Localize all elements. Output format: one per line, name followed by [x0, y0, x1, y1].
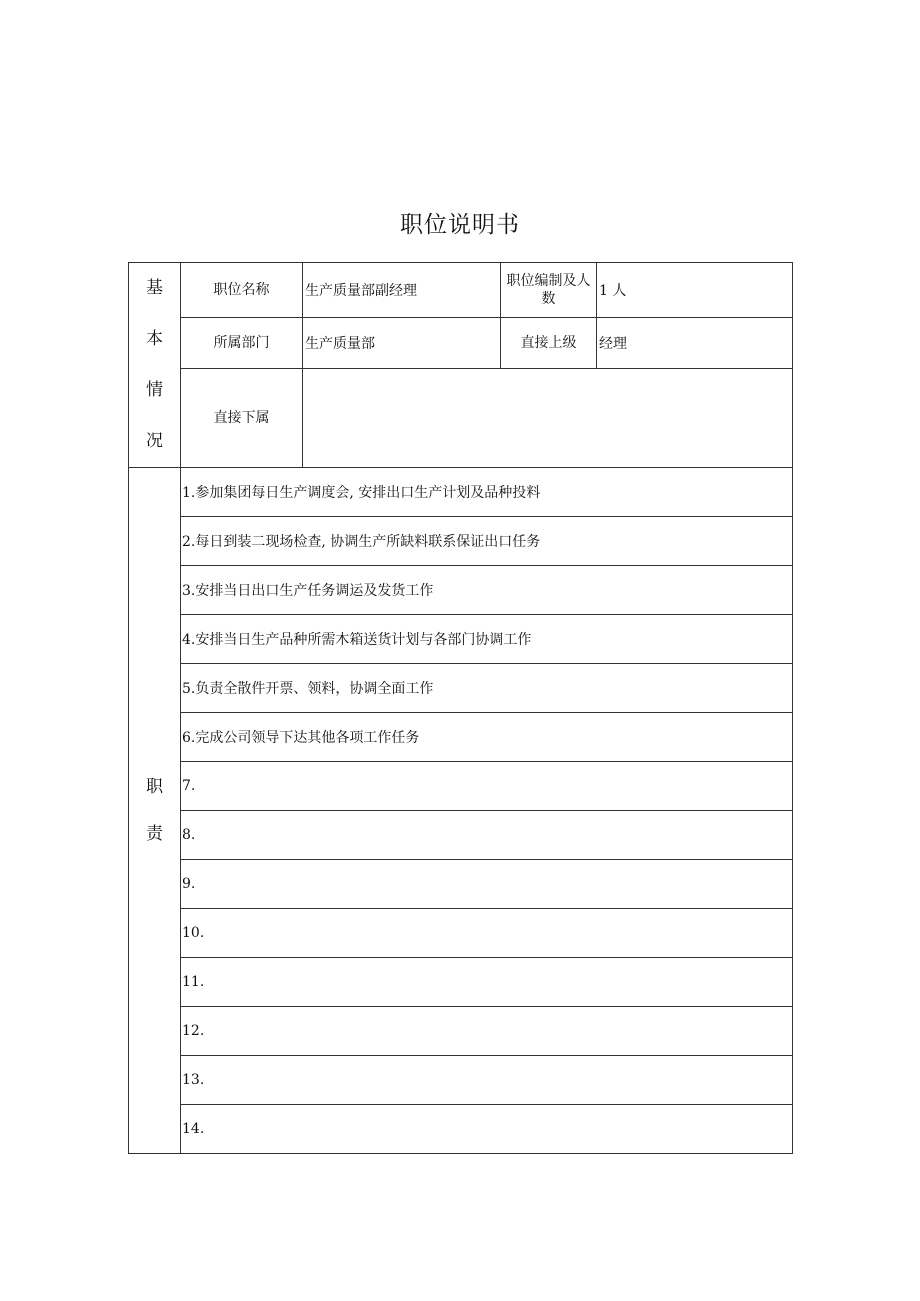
section-char: 职 [146, 776, 163, 797]
section-char: 况 [146, 431, 163, 451]
duty-item: 5.负责全散件开票、领料，协调全面工作 [181, 664, 793, 713]
section-char: 情 [146, 380, 163, 400]
department-value: 生产质量部 [303, 318, 501, 368]
position-name-value: 生产质量部副经理 [303, 263, 501, 318]
superior-label: 直接上级 [501, 318, 597, 368]
page-title: 职位说明书 [400, 212, 520, 238]
section-char: 本 [146, 329, 163, 349]
duty-item: 6.完成公司领导下达其他各项工作任务 [181, 713, 793, 762]
duty-item: 9. [181, 860, 793, 909]
section-basic-info [129, 263, 181, 468]
duty-item: 1.参加集团每日生产调度会, 安排出口生产计划及品种投料 [181, 468, 793, 517]
duty-item: 3.安排当日出口生产任务调运及发货工作 [181, 566, 793, 615]
position-name-label: 职位名称 [181, 263, 303, 318]
section-duties [129, 468, 181, 1154]
duty-item: 7. [181, 762, 793, 811]
duty-item: 14. [181, 1105, 793, 1154]
subordinate-label: 直接下属 [181, 368, 303, 467]
duty-item: 11. [181, 958, 793, 1007]
department-label: 所属部门 [181, 318, 303, 368]
headcount-label: 职位编制及人数 [501, 263, 597, 318]
section-char: 基 [146, 278, 163, 298]
duty-item: 4.安排当日生产品种所需木箱送货计划与各部门协调工作 [181, 615, 793, 664]
headcount-value: 1 人 [597, 263, 793, 318]
job-description-table [128, 262, 793, 1154]
duty-item: 10. [181, 909, 793, 958]
subordinate-value [303, 368, 793, 467]
section-char: 责 [146, 823, 163, 844]
duty-item: 12. [181, 1007, 793, 1056]
superior-value: 经理 [597, 318, 793, 368]
duty-item: 13. [181, 1056, 793, 1105]
duty-item: 2.每日到装二现场检查, 协调生产所缺料联系保证出口任务 [181, 517, 793, 566]
duty-item: 8. [181, 811, 793, 860]
